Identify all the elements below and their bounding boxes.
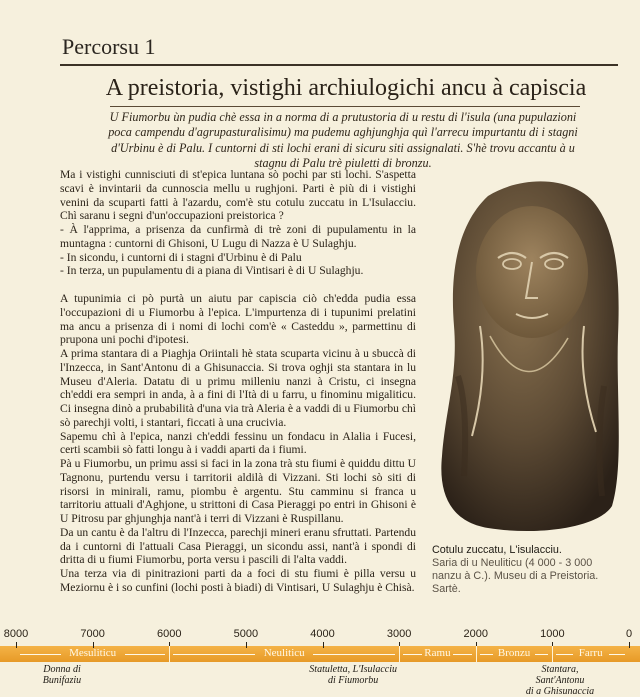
photo-caption (432, 544, 622, 596)
timeline-period-arrow (535, 654, 549, 655)
timeline-tick-label: 0 (625, 628, 633, 640)
timeline-period-arrow (609, 654, 625, 655)
timeline-period-label: Farru (578, 647, 603, 659)
caption-title: Cotulu zuccatu, L'isulacciu. (432, 544, 562, 556)
list-item: - In sicondu, i cuntorni di i stagni d'Urbinu è di Palu (60, 250, 302, 264)
timeline-tick (246, 642, 247, 648)
timeline-tick-label: 2000 (463, 628, 488, 640)
timeline-period-arrow (125, 654, 166, 655)
timeline-event-line: di Fiumorbu (328, 675, 379, 686)
body-paragraph: Una terza via di pinitrazioni parti da a foci di stu fiumi è pilla versu u Meziornu è i so cunfini (lochi posti à biadi) di Vintisari, U Sulaghju è Chisà. (60, 567, 416, 594)
timeline-period-arrow (403, 654, 422, 655)
body-text (60, 168, 416, 595)
timeline-event-line: Bunifaziu (42, 675, 82, 686)
body-paragraph: Pà u Fiumorbu, un primu assi si faci in la zona trà stu fiumi è quiddu dittu U Tagnonu, purtendu versu i tarritorii aldilà di Vizzani. Sti lochi sò siti di risorsi in minirali, ramu, piombu è argentu. Stu camminu si franca u tarritoriu attuali d'Aghjone, u strittoni di Casa Pieraggi po entri in Ghisoni è U Pitrosu par ghjunghja nant'à i terri di Vizzani è Ruspillanu. (60, 457, 416, 525)
carved-stone-photo (428, 176, 626, 534)
timeline-period-arrow (20, 654, 61, 655)
timeline-period-arrow (313, 654, 395, 655)
timeline-period-label: Neuliticu (263, 647, 305, 659)
timeline-tick-label: 5000 (233, 628, 259, 640)
caption-text: Saria di u Neuliticu (4 000 - 3 000 nanzu à C.). Museu di a Preistoria. Sartè. (432, 557, 599, 595)
timeline-event-line: Stantara, Sant'Antonu (535, 664, 585, 686)
timeline-period-label: Bronzu (497, 647, 531, 659)
paragraph-gap (60, 278, 416, 292)
body-paragraph: Da un cantu è da l'altru di l'Inzecca, parechji mineri eranu sfruttati. Partendu da i cuntorni di l'attuali Casa Pieraggi, un sicondu assi, nant'à i spondi di dritta di u fiumi Fiumorbu, porta versu i pascili di l'alta vaddi. (60, 525, 416, 567)
timeline-event (309, 664, 397, 686)
timeline-tick-label: 6000 (157, 628, 182, 640)
timeline-event-line: Statuletta, L'Isulacciu (309, 664, 397, 675)
timeline-tick (16, 642, 17, 648)
timeline-tick (629, 642, 630, 648)
body-paragraph: A prima stantara di a Piaghja Oriintali hè stata scuparta vicinu à u sbuccà di l'Inzecca, in Sant'Antonu di a Ghisunaccia. Si trova oghji sta stantara in lu Museu d'Aleria. Datatu di u primu milleniu nanzi à Cristu, ci insegna ch'eddi era sempri in anda, à a fini di l'Ità di u farru, u finominu migaliticu. Ci insegna dinò a prubabilità d'una via trà Aleria è a vaddi di u Fiumorbu chì sò parechji volti, i stantari, ficcati à una crucivia. (60, 347, 416, 429)
timeline-period-arrow (480, 654, 494, 655)
timeline-tick-label: 4000 (310, 628, 335, 640)
title-rule (110, 106, 580, 107)
body-paragraph: Sapemu chì à l'epica, nanzi ch'eddi fessinu un fondacu in Alalia i Fucesi, certi scambii sò fatti longu à i vaddi aparti da i fiumi. (60, 429, 416, 457)
list-item: - In terza, un pupulamentu di a piana di Vintisari è di U Sulaghju. (60, 264, 364, 278)
timeline-event-line: di a Ghisunaccia (525, 686, 595, 697)
section-label: Percorsu 1 (62, 34, 156, 59)
list-item: - À l'apprima, a prisenza da cunfirmà di trè zoni di pupulamentu in la muntagna : cuntorni di Ghisoni, U Lugu di Nazza è U Sulaghju. (60, 223, 416, 250)
header-rule (60, 64, 618, 66)
intro-text: U Fiumorbu ùn pudia chè essa in a norma di a prutustoria di u restu di l'isula (una pupulazioni poca campendu d'agrupasturalisimu) ma pudemu aghjunghja quì l'arrecu impurtantu di i stagni d'Urbinu è di Palu. I cuntorni di sti lochi erani di sicuru siti assignalati. S'hè trovu accantu à u stagnu di Palu trè piuletti di bronzu. (108, 110, 578, 171)
timeline-period-arrow (556, 654, 572, 655)
timeline-tick-label: 8000 (3, 628, 29, 640)
timeline-event (43, 664, 81, 686)
timeline-period-separator (169, 646, 170, 662)
timeline-period-arrow (173, 654, 255, 655)
timeline-event (520, 664, 600, 697)
timeline-period-label: Mesuliticu (69, 647, 117, 659)
timeline (0, 624, 640, 697)
timeline-tick-label: 7000 (80, 628, 105, 640)
timeline-tick-label: 3000 (386, 628, 412, 640)
page-title: A preistoria, vistighi archiulogichi ancu à capiscia (105, 75, 587, 101)
timeline-period-arrow (453, 654, 472, 655)
timeline-period-separator (399, 646, 400, 662)
body-paragraph: Ma i vistighi cunnisciuti di st'epica luntana sò pochi par sti lochi. S'aspetta scavi è invintarii da cunnoscia mellu u rughjoni. Parti è più di i vistighi venini da scuparti fatti à l'azardu, com'è stu cotulu zuccatu in L'Isulacciu. Chì saranu i segni d'un'occupazioni preistorica ? (60, 168, 416, 223)
timeline-event-line: Donna di (43, 664, 81, 675)
body-paragraph: A tupunimia ci pò purtà un aiutu par capiscia ciò ch'edda pudia essa l'occupazioni di u Fiumorbu à l'epica. L'impurtenza di i tupunimi prelatini ma ancu a prisenza di i nomi di lochi com'è « Casteddu », parmettinu di prupona uni pochi d'ipotesi. (60, 292, 416, 347)
timeline-period-label: Ramu (424, 647, 451, 659)
timeline-tick (323, 642, 324, 648)
timeline-period-separator (476, 646, 477, 662)
timeline-period-separator (552, 646, 553, 662)
timeline-tick-label: 1000 (540, 628, 565, 640)
